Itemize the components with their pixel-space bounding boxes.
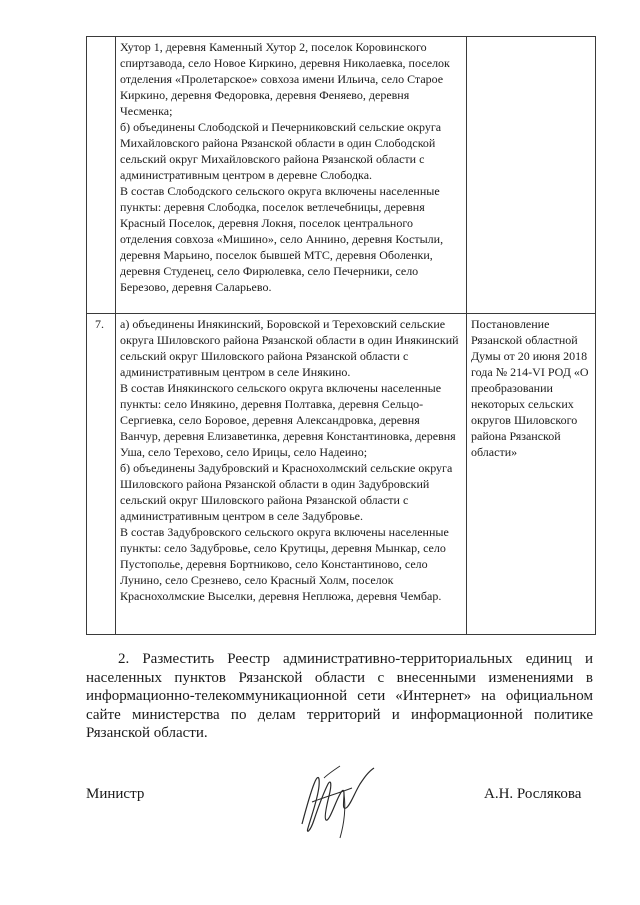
row-paragraph: В состав Инякинского сельского округа включены населенные пункты: село Инякино, деревня Полтавка, деревня Сельцо-Сергиевка, село Боровое, деревня Александровка, деревня Ванчур, деревня Елизаветинка, деревня Константиновка, деревня Уша, село Терехово, село Ирицы, село Надеино; — [120, 381, 456, 459]
paragraph-2: 2. Разместить Реестр административно-территориальных единиц и населенных пунктов Рязанской области с внесенными изменениями в информационно-телекоммуникационной сети «Интернет» на официальном сайте министерства по делам территорий и информационной политике Рязанской области. — [86, 651, 593, 741]
row-basis — [467, 37, 596, 314]
signatory-title: Министр — [86, 786, 145, 802]
row-paragraph: б) объединены Задубровский и Краснохолмский сельские округа Шиловского района Рязанской области в один Задубровский сельский округ Шиловского района Рязанской области с административным центром в селе Задубровье. — [120, 461, 453, 523]
row-paragraph: В состав Задубровского сельского округа включены населенные пункты: село Задубровье, село Крутицы, деревня Мынкар, село Пустополье, деревня Бортниково, село Константиново, село Лунино, село Срезнево, село Красный Холм, поселок Краснохолмские Выселки, деревня Неплюжа, деревня Чембар. — [120, 525, 449, 603]
row-number: 7. — [87, 314, 116, 635]
handwritten-signature — [284, 754, 384, 842]
signatory-name: А.Н. Рослякова — [484, 786, 582, 802]
row-description — [116, 37, 467, 314]
territorial-changes-table — [86, 36, 596, 635]
table-row — [87, 37, 596, 314]
row-paragraph: Хутор 1, деревня Каменный Хутор 2, поселок Коровинского спиртзавода, село Новое Киркино, деревня Николаевка, поселок отделения «Пролетарское» совхоза имени Ильича, село Старое Киркино, деревня Федоровка, деревня Феняево, деревня Чесменка; — [120, 40, 450, 118]
table-row — [87, 314, 596, 635]
row-basis: Постановление Рязанской областной Думы от 20 июня 2018 года № 214-VI РОД «О преобразовании некоторых сельских округов Шиловского района Рязанской области» — [467, 314, 596, 635]
row-number — [87, 37, 116, 314]
row-description — [116, 314, 467, 635]
row-paragraph: а) объединены Инякинский, Боровской и Тереховский сельские округа Шиловского района Рязанской области в один Инякинский сельский округ Шиловского района Рязанской области с административным центром в селе Инякино. — [120, 317, 459, 379]
row-paragraph: В состав Слободского сельского округа включены населенные пункты: деревня Слободка, поселок ветлечебницы, деревня Красный Поселок, деревня Локня, поселок центрального отделения совхоза «Мишино», село Аннино, деревня Костыли, деревня Марьино, поселок бывшей МТС, деревня Оболенки, деревня Студенец, село Фирюлевка, село Печерники, село Березово, деревня Саларьево. — [120, 184, 444, 294]
row-paragraph: б) объединены Слободской и Печерниковский сельские округа Михайловского района Рязанской области в один Слободской сельский округ Михайловского района Рязанской области с административным центром в деревне Слободка. — [120, 120, 442, 182]
